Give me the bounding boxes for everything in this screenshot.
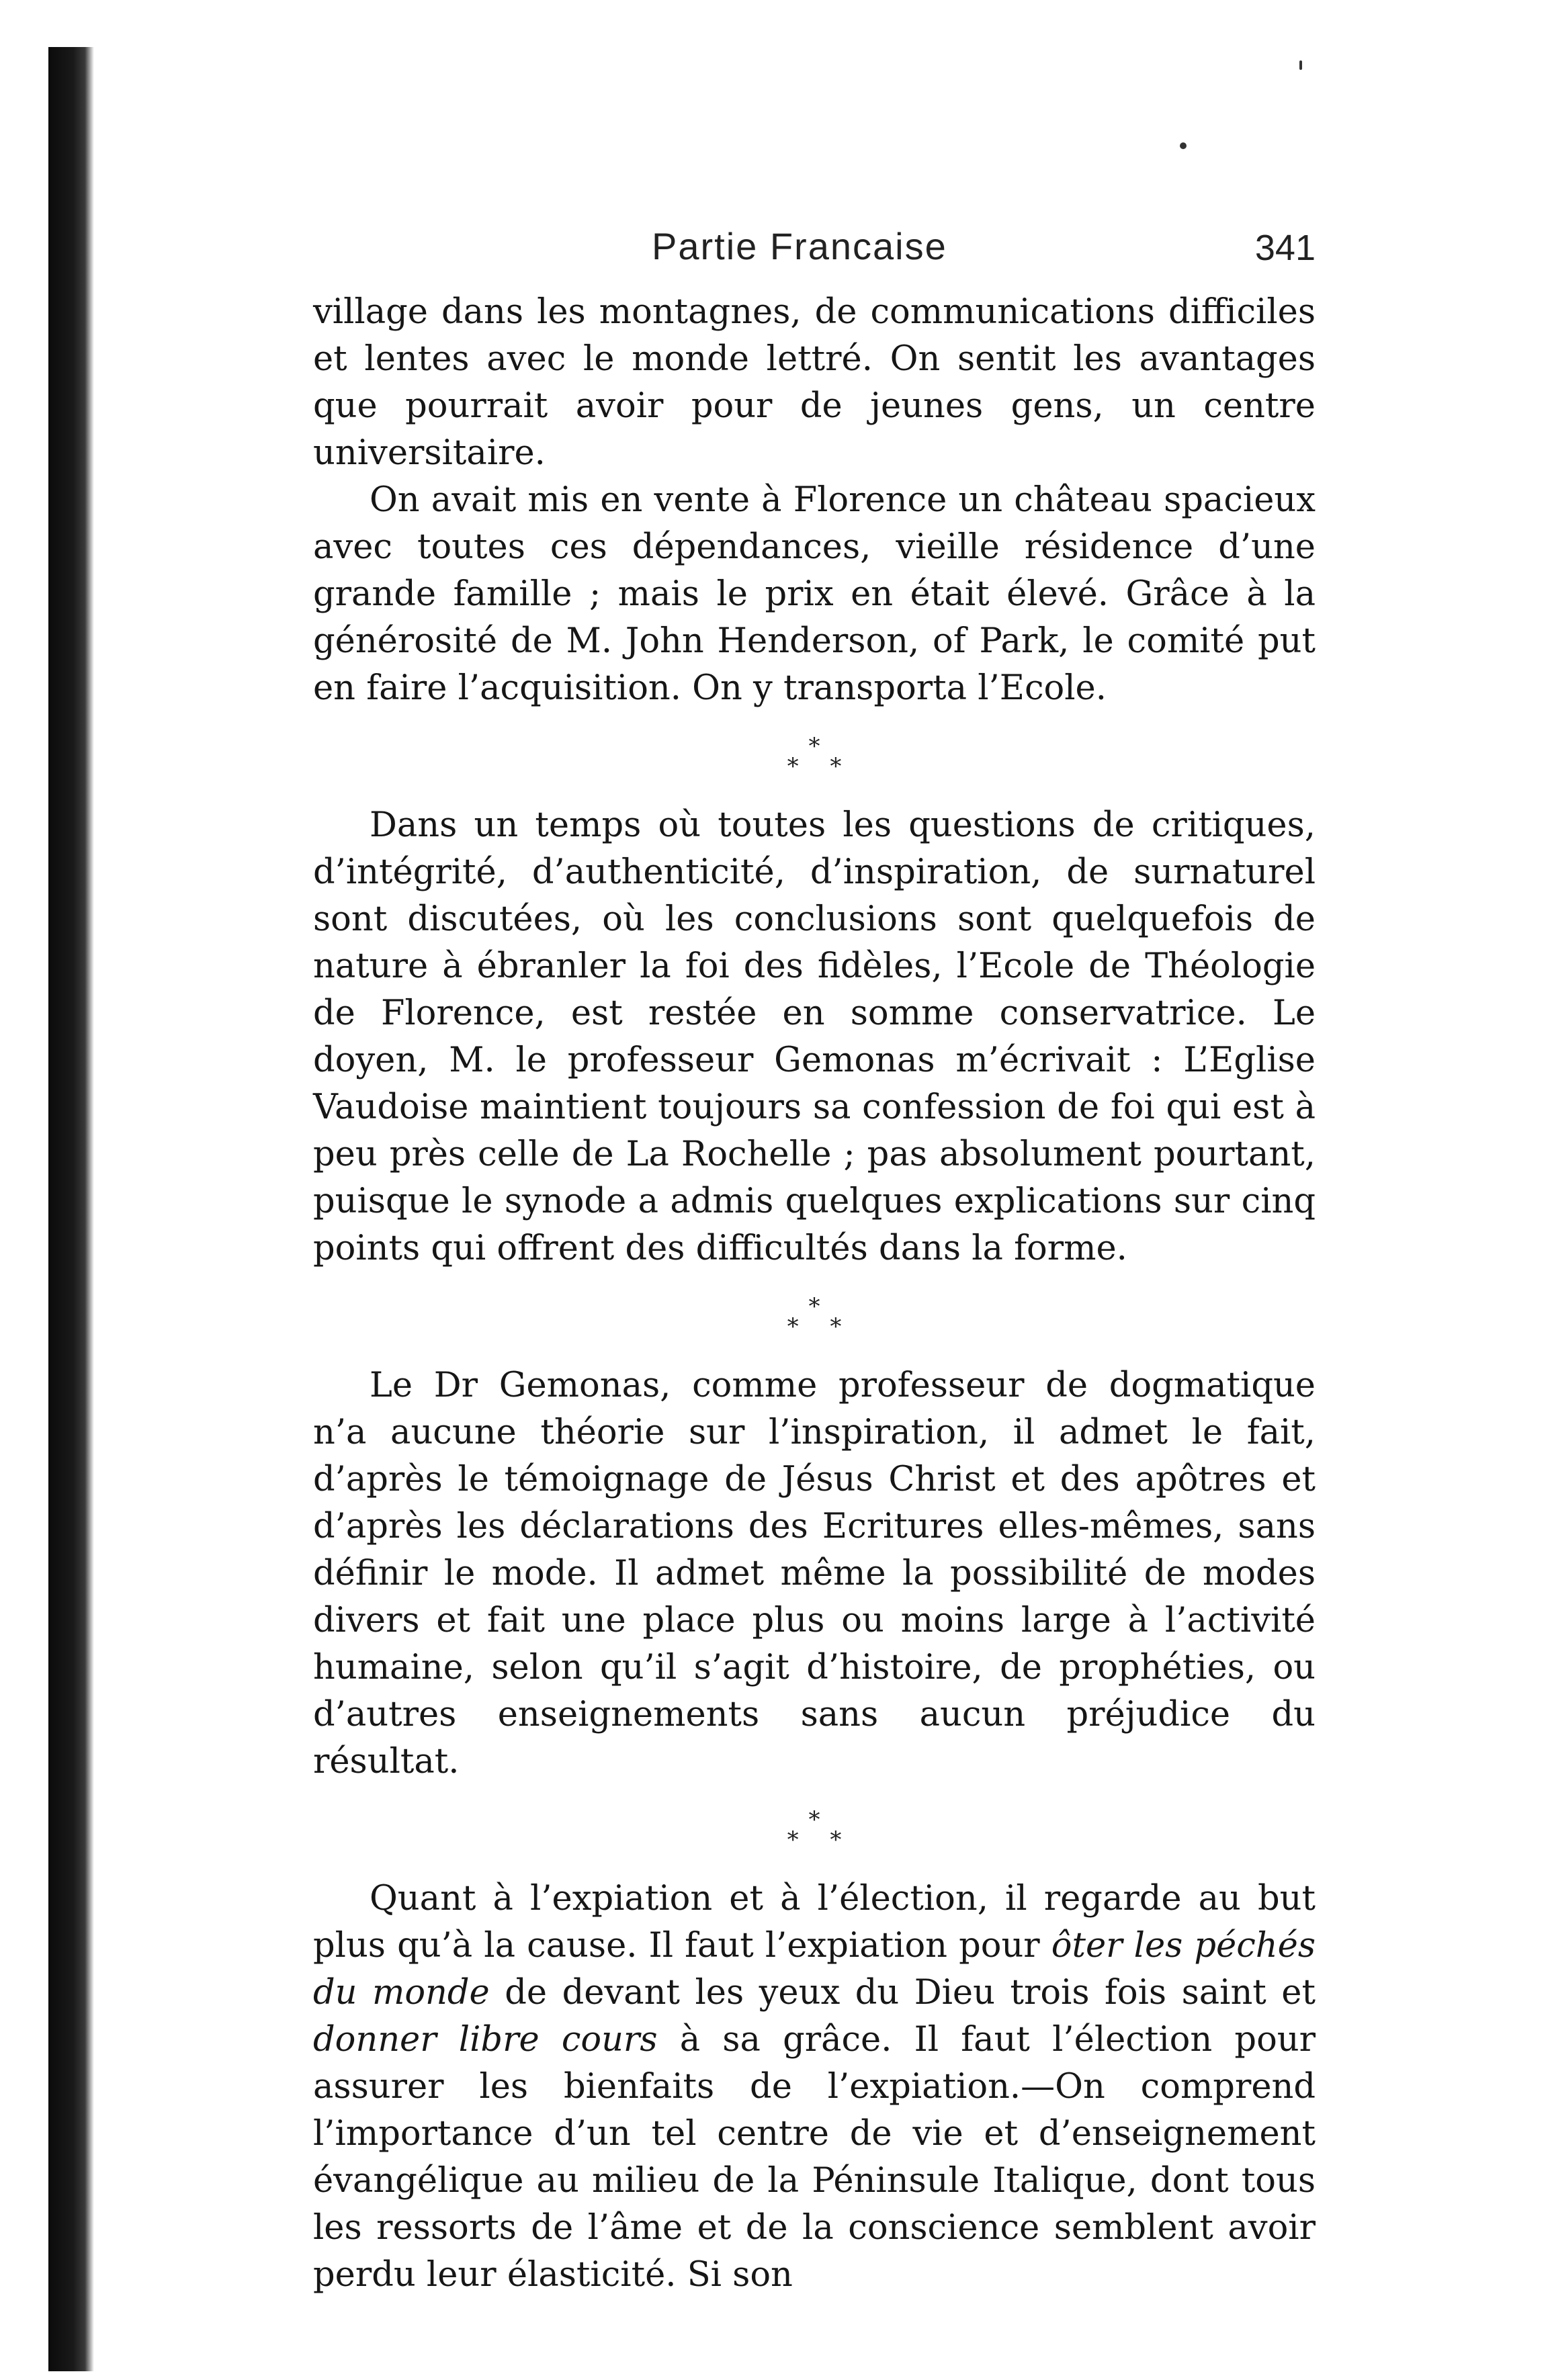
italic-text-run: ôter les péchés du monde: [313, 1926, 1316, 2013]
page-number: 341: [1254, 228, 1316, 268]
scan-speck: [1299, 60, 1302, 70]
text-run: de devant les yeux du Dieu trois fois saint et: [489, 1973, 1316, 2013]
paragraph: [313, 477, 1316, 712]
running-title: Partie Francaise: [652, 225, 947, 267]
asterism-bottom-stars: * *: [787, 1313, 854, 1340]
asterism-ornament: [313, 1293, 1316, 1340]
paragraph: [313, 1876, 1316, 2299]
asterism-ornament: [313, 1806, 1316, 1853]
asterism-bottom-stars: * *: [787, 1826, 854, 1853]
asterism-ornament: [313, 733, 1316, 780]
asterism-top-star: *: [808, 733, 820, 760]
text-run: On avait mis en vente à Florence un château spacieux avec toutes ces dépendances, vieille résidence d’une grande famille ; mais le prix en était élevé. Grâce à la générosité de M. John Henderson, of Park, le comité put en faire l’acquisition. On y transporta l’Ecole.: [313, 480, 1316, 708]
paragraph: [313, 1362, 1316, 1786]
asterism-bottom-stars: * *: [787, 753, 854, 780]
running-head: [313, 224, 1316, 278]
text-run: Dans un temps où toutes les questions de critiques, d’intégrité, d’authenticité, d’inspiration, de surnaturel sont discutées, où les conclusions sont quelquefois de nature à ébranler la foi des fidèles, l’Ecole de Théologie de Florence, est restée en somme conservatrice. Le doyen, M. le professeur Gemonas m’écrivait : L’Eglise Vaudoise maintient toujours sa confession de foi qui est à peu près celle de La Rochelle ; pas absolument pourtant, puisque le synode a admis quelques explications sur cinq points qui offrent des difficultés dans la forme.: [313, 805, 1316, 1268]
paragraph: [313, 802, 1316, 1272]
italic-text-run: donner libre cours: [313, 2020, 658, 2060]
asterism-top-star: *: [808, 1293, 820, 1320]
paragraph: [313, 289, 1316, 477]
page-binding-edge: [48, 47, 94, 2371]
body-text: [313, 289, 1316, 2299]
book-page: [313, 224, 1316, 2299]
text-run: à sa grâce. Il faut l’élection pour assurer les bienfaits de l’expiation.—On comprend l’importance d’un tel centre de vie et d’enseignement évangélique au milieu de la Péninsule Italique, dont tous les ressorts de l’âme et de la conscience semblent avoir perdu leur élasticité. Si son: [313, 2020, 1316, 2295]
scan-speck: [1180, 142, 1187, 149]
text-run: Quant à l’expiation et à l’élection, il regarde au but plus qu’à la cause. Il faut l’expiation pour: [313, 1879, 1316, 1966]
asterism-top-star: *: [808, 1806, 820, 1833]
text-run: village dans les montagnes, de communications difficiles et lentes avec le monde lettré. On sentit les avantages que pourrait avoir pour de jeunes gens, un centre universitaire.: [313, 292, 1316, 473]
text-run: Le Dr Gemonas, comme professeur de dogmatique n’a aucune théorie sur l’inspiration, il admet le fait, d’après le témoignage de Jésus Christ et des apôtres et d’après les déclarations des Ecritures elles-mêmes, sans définir le mode. Il admet même la possibilité de modes divers et fait une place plus ou moins large à l’activité humaine, selon qu’il s’agit d’histoire, de prophéties, ou d’autres enseignements sans aucun préjudice du résultat.: [313, 1366, 1316, 1781]
